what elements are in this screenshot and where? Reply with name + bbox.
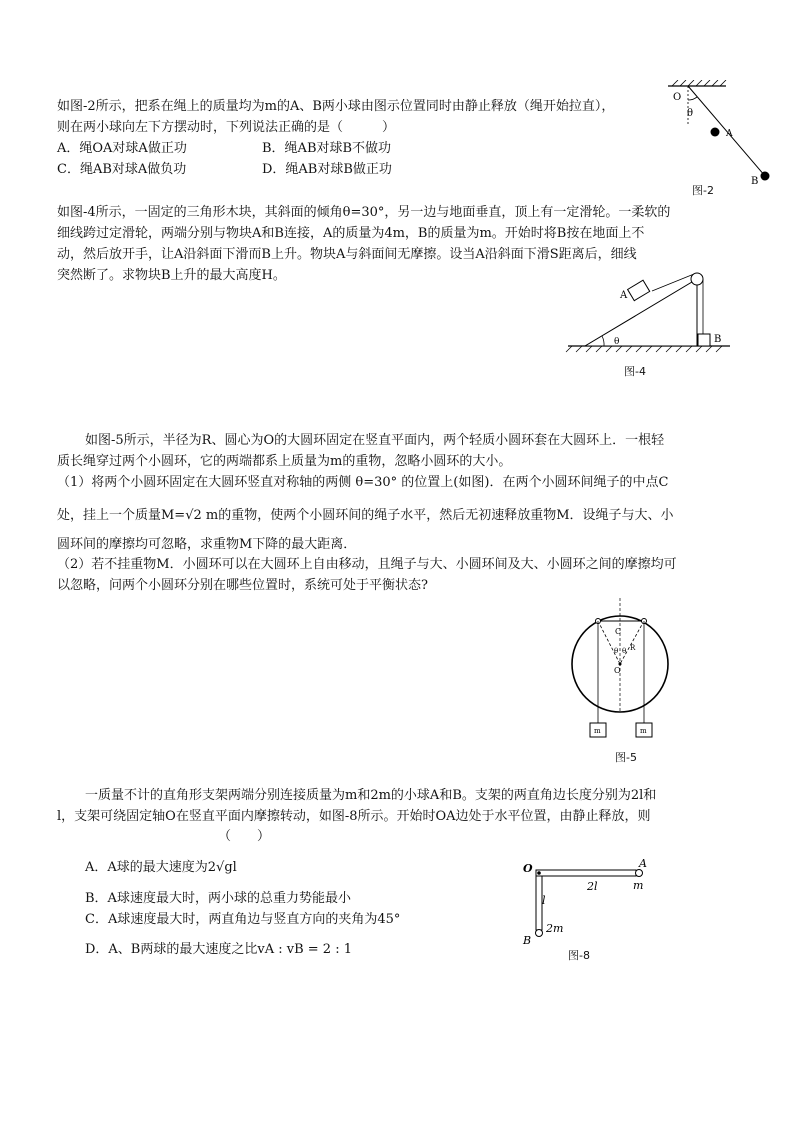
label-theta: θ xyxy=(614,337,620,347)
label-r: R xyxy=(630,644,636,652)
label-theta-right: θ xyxy=(622,647,627,655)
incline-figure xyxy=(560,262,740,362)
p2-line-4: 突然断了。求物块B上升的最大高度H。 xyxy=(57,268,286,283)
label-m: m xyxy=(633,879,644,892)
p3-line-7: 以忽略，问两个小圆环分别在哪些位置时，系统可处于平衡状态? xyxy=(57,578,428,593)
label-a: A xyxy=(726,129,733,139)
fig8-caption: 图-8 xyxy=(568,949,590,962)
ring-figure xyxy=(560,598,690,748)
p4-option-a: A．A球的最大速度为2√gl xyxy=(85,860,237,875)
fig4-caption: 图-4 xyxy=(624,365,646,378)
label-l: l xyxy=(542,894,546,907)
bracket-figure xyxy=(515,852,685,947)
label-theta-left: θ xyxy=(614,647,619,655)
label-2m: 2m xyxy=(546,922,564,935)
p3-line-4: 处，挂上一个质量M=√2 m的重物，使两个小圆环间的绳子水平，然后无初速释放重物M．设绳子与大、小 xyxy=(57,508,674,523)
ball-a xyxy=(636,870,643,877)
label-o: O xyxy=(673,92,682,103)
p2-line-1: 如图-4所示，一固定的三角形木块，其斜面的倾角θ=30°，另一边与地面垂直，顶上有一定滑轮。一柔软的 xyxy=(57,205,671,220)
label-b: B xyxy=(523,934,532,947)
p4-option-d: D．A、B两球的最大速度之比vA : vB = 2 : 1 xyxy=(85,942,352,957)
p3-line-1: 如图-5所示，半径为R、圆心为O的大圆环固定在竖直平面内，两个轻质小圆环套在大圆环上．一根轻 xyxy=(85,433,665,448)
fig2-caption: 图-2 xyxy=(692,184,714,197)
pendulum-figure xyxy=(660,80,780,190)
p3-line-6: （2）若不挂重物M．小圆环可以在大圆环上自由移动，且绳子与大、小圆环间及大、小圆环之间的摩擦均可 xyxy=(57,557,677,572)
p4-option-b: B．A球速度最大时，两小球的总重力势能最小 xyxy=(85,891,351,906)
label-2l: 2l xyxy=(587,880,598,893)
label-b: B xyxy=(714,334,722,345)
p2-line-3: 动，然后放开手，让A沿斜面下滑而B上升。物块A与斜面间无摩擦。设当A沿斜面下滑S距离后，细线 xyxy=(57,247,637,262)
p1-option-c: C．绳AB对球A做负功 xyxy=(57,162,187,177)
label-m-left: m xyxy=(594,727,601,735)
p1-line-2: 则在两小球向左下方摆动时，下列说法正确的是（ ） xyxy=(57,120,396,135)
label-theta: θ xyxy=(687,108,694,119)
block-a xyxy=(628,280,650,300)
label-o: O xyxy=(523,862,533,875)
ball-a xyxy=(711,128,720,137)
ball-b xyxy=(536,930,543,937)
block-b xyxy=(698,334,710,346)
p4-line-3: （ ） xyxy=(218,829,271,844)
p1-line-1: 如图-2所示，把系在绳上的质量均为m的A、B两小球由图示位置同时由静止释放（绳开始拉直）， xyxy=(57,99,615,114)
p3-line-2: 质长绳穿过两个小圆环，它的两端都系上质量为m的重物，忽略小圆环的大小。 xyxy=(57,454,512,469)
p1-option-d: D．绳AB对球B做正功 xyxy=(262,162,392,177)
ball-b xyxy=(761,172,770,181)
p4-line-1: 一质量不计的直角形支架两端分别连接质量为m和2m的小球A和B。支架的两直角边长度分别为2l和 xyxy=(85,788,657,803)
p1-option-b: B．绳AB对球B不做功 xyxy=(262,141,392,156)
p3-line-3: （1）将两个小圆环固定在大圆环竖直对称轴的两侧 θ=30° 的位置上(如图)．在两个小圆环间绳子的中点C xyxy=(57,475,669,490)
label-a: A xyxy=(639,857,647,870)
label-c: C xyxy=(615,627,622,636)
p4-option-c: C．A球速度最大时，两直角边与竖直方向的夹角为45° xyxy=(85,912,401,927)
p2-line-2: 细线跨过定滑轮，两端分别与物块A和B连接，A的质量为4m，B的质量为m。开始时将B按在地面上不 xyxy=(57,226,645,241)
p4-line-2: l，支架可绕固定轴O在竖直平面内摩擦转动，如图-8所示。开始时OA边处于水平位置，由静止释放，则 xyxy=(57,809,651,824)
p3-line-5: 圆环间的摩擦均可忽略，求重物M下降的最大距离． xyxy=(57,537,357,552)
label-o: O xyxy=(614,666,621,675)
label-a: A xyxy=(620,290,628,301)
label-b: B xyxy=(751,176,759,187)
label-m-right: m xyxy=(640,727,647,735)
fig5-caption: 图-5 xyxy=(615,751,637,764)
p1-option-a: A．绳OA对球A做正功 xyxy=(57,141,187,156)
